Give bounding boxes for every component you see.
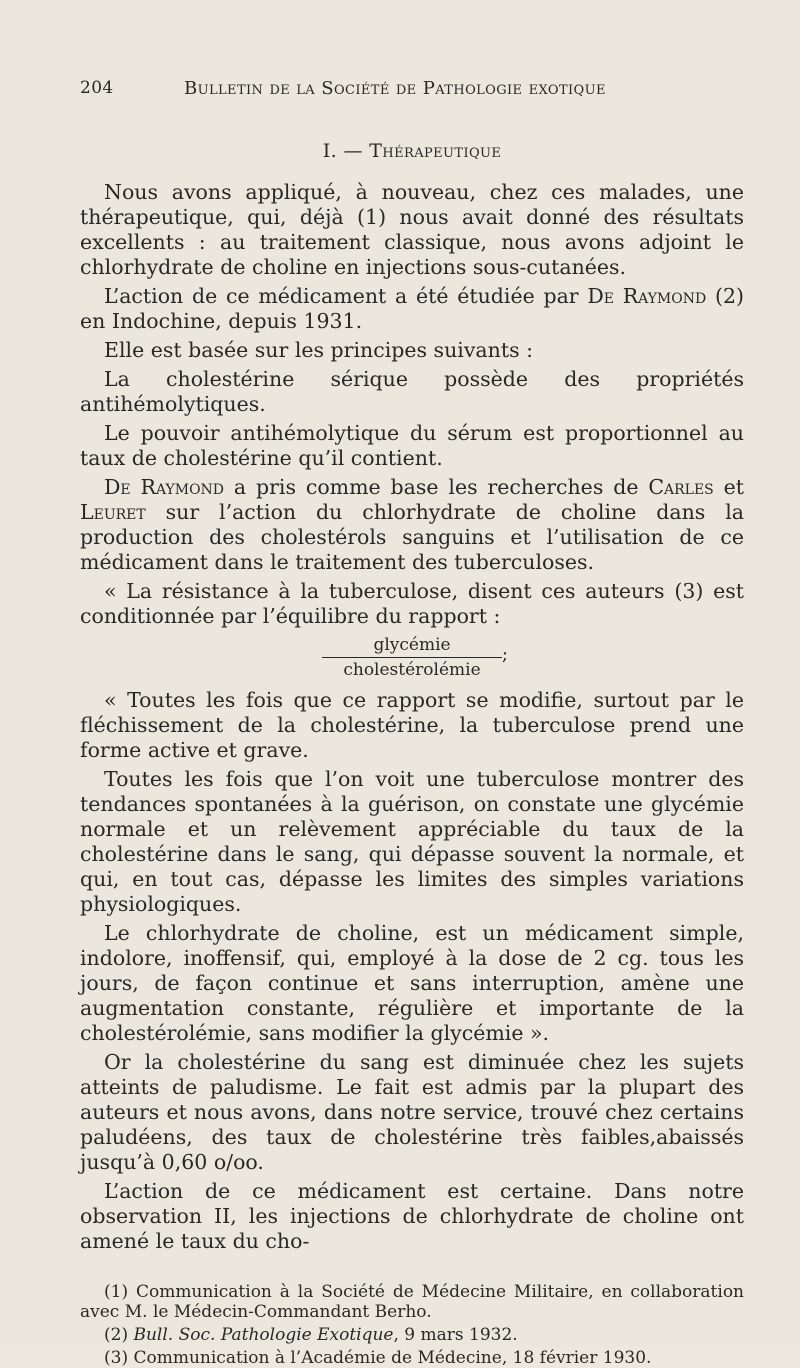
author-name-leuret: Leuret [80,500,146,524]
paragraph-2-start: L’action de ce médicament a été étudiée par [104,284,588,308]
paragraph-1: Nous avons appliqué, à nouveau, chez ces malades, une thérapeutique, qui, déjà (1) nous avait donné des résultats excellents : au traitement classique, nous avons adjoint le chlorhydrate de choline en injections sous-cutanées. [80,180,744,279]
paragraph-6 [80,475,744,575]
footnote-2-end: , 9 mars 1932. [393,1325,518,1345]
paragraph-11: Or la cholestérine du sang est diminuée chez les sujets atteints de paludisme. Le fait est admis par la plupart des auteurs et nous avons, dans notre service, trouvé chez certains paludéens, des taux de cholestérine très faibles,abaissés jusqu’à 0,60 o/oo. [80,1050,744,1174]
paragraph-6-mid-2: et [713,475,744,499]
paragraph-7: « La résistance à la tuberculose, disent ces auteurs (3) est conditionnée par l’équilibre du rapport : [80,579,744,628]
footnotes [80,1282,744,1368]
paragraph-8: « Toutes les fois que ce rapport se modifie, surtout par le fléchissement de la cholestérine, la tuberculose prend une forme active et grave. [80,688,744,762]
paragraph-2-end: (2) en Indochine, depuis 1931. [80,284,745,333]
fraction-punctuation: ; [501,644,508,665]
journal-title: Bulletin de la Société de Pathologie exotique [184,78,606,99]
footnote-1: (1) Communication à la Société de Médecine Militaire, en collaboration avec M. le Médecin-Commandant Berho. [80,1282,744,1322]
running-head [80,70,744,104]
footnote-2-start: (2) [104,1325,134,1345]
paragraph-9: Toutes les fois que l’on voit une tuberculose montrer des tendances spontanées à la guérison, on constate une glycémie normale et un relèvement appréciable du taux de la cholestérine dans le sang, qui dépasse souvent la normale, et qui, en tout cas, dépasse les limites des simples variations physiologiques. [80,767,744,916]
paragraph-10: Le chlorhydrate de choline, est un médicament simple, indolore, inoffensif, qui, employé à la dose de 2 cg. tous les jours, de façon continue et sans interruption, amène une augmentation constante, régulière et importante de la cholestérolémie, sans modifier la glycémie ». [80,921,744,1045]
paragraph-5: Le pouvoir antihémolytique du sérum est proportionnel au taux de cholestérine qu’il contient. [80,421,744,470]
footnote-3: (3) Communication à l’Académie de Médecine, 18 février 1930. [104,1348,652,1368]
ratio-fraction [322,635,508,680]
footnote-2 [80,1325,744,1345]
author-name-carles: Carles [648,475,714,499]
fraction-denominator: cholestérolémie [343,660,481,680]
author-name-de-raymond-2: De Raymond [104,475,225,499]
author-name-de-raymond: De Raymond [587,284,707,308]
fraction-numerator: glycémie [322,635,502,658]
paragraph-2 [80,284,744,334]
paragraph-4: La cholestérine sérique possède des propriétés antihémolytiques. [80,367,744,416]
footnote-2-journal: Bull. Soc. Pathologie Exotique [133,1325,394,1345]
page-number: 204 [80,78,114,98]
section-heading: I. — Thérapeutique [322,140,502,162]
paragraph-6-end: sur l’action du chlorhydrate de choline dans la production des cholestérols sanguins et l’utilisation de ce médicament dans le traitement des tuberculoses. [80,500,744,574]
paragraph-12: L’action de ce médicament est certaine. Dans notre observation II, les injections de chlorhydrate de choline ont amené le taux du cho- [80,1179,744,1253]
paragraph-6-mid-1: a pris comme base les recherches de [224,475,649,499]
paragraph-3: Elle est basée sur les principes suivants : [104,338,534,362]
